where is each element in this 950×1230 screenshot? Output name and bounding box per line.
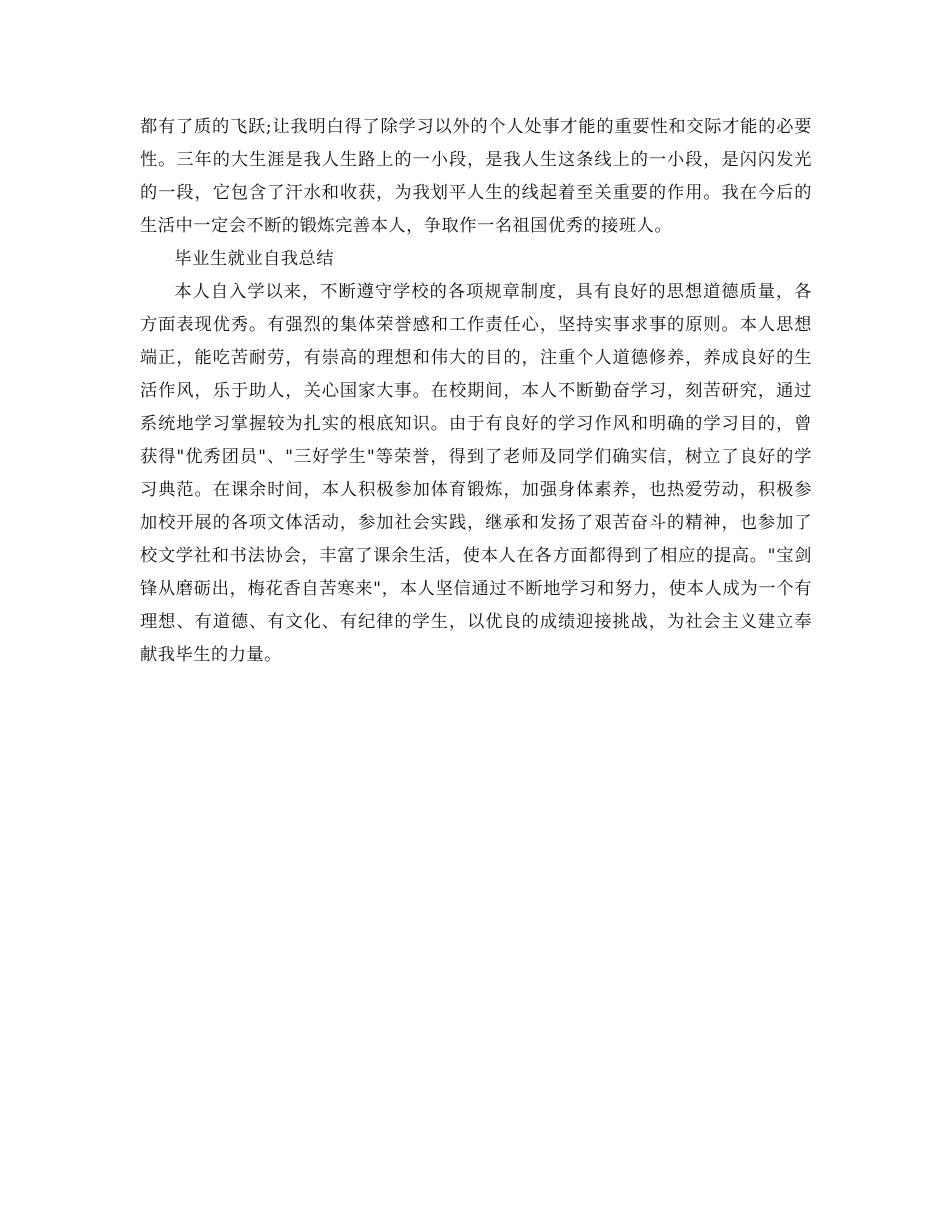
paragraph-continuation: 都有了质的飞跃;让我明白得了除学习以外的个人处事才能的重要性和交际才能的必要性。三年的大生涯是我人生路上的一小段，是我人生这条线上的一小段，是闪闪发光的一段，它包含了汗水和收获，为我划平人生的线起着至关重要的作用。我在今后的生活中一定会不断的锻炼完善本人，争取作一名祖国优秀的接班人。 [140, 117, 812, 236]
section-heading: 毕业生就业自我总结 [174, 249, 335, 269]
paragraph-summary-body: 本人自入学以来，不断遵守学校的各项规章制度，具有良好的思想道德质量，各方面表现优秀。有强烈的集体荣誉感和工作责任心，坚持实事求事的原则。本人思想端正，能吃苦耐劳，有崇高的理想和伟大的目的，注重个人道德修养，养成良好的生活作风，乐于助人，关心国家大事。在校期间，本人不断勤奋学习，刻苦研究，通过系统地学习掌握较为扎实的根底知识。由于有良好的学习作风和明确的学习目的，曾获得"优秀团员"、"三好学生"等荣誉，得到了老师及同学们确实信，树立了良好的学习典范。在课余时间，本人积极参加体育锻炼，加强身体素养，也热爱劳动，积极参加校开展的各项文体活动，参加社会实践，继承和发扬了艰苦奋斗的精神，也参加了校文学社和书法协会，丰富了课余生活，使本人在各方面都得到了相应的提高。"宝剑锋从磨砺出，梅花香自苦寒来"，本人坚信通过不断地学习和努力，使本人成为一个有理想、有道德、有文化、有纪律的学生，以优良的成绩迎接挑战，为社会主义建立奉献我毕生的力量。 [140, 282, 812, 665]
document-body [140, 111, 812, 672]
